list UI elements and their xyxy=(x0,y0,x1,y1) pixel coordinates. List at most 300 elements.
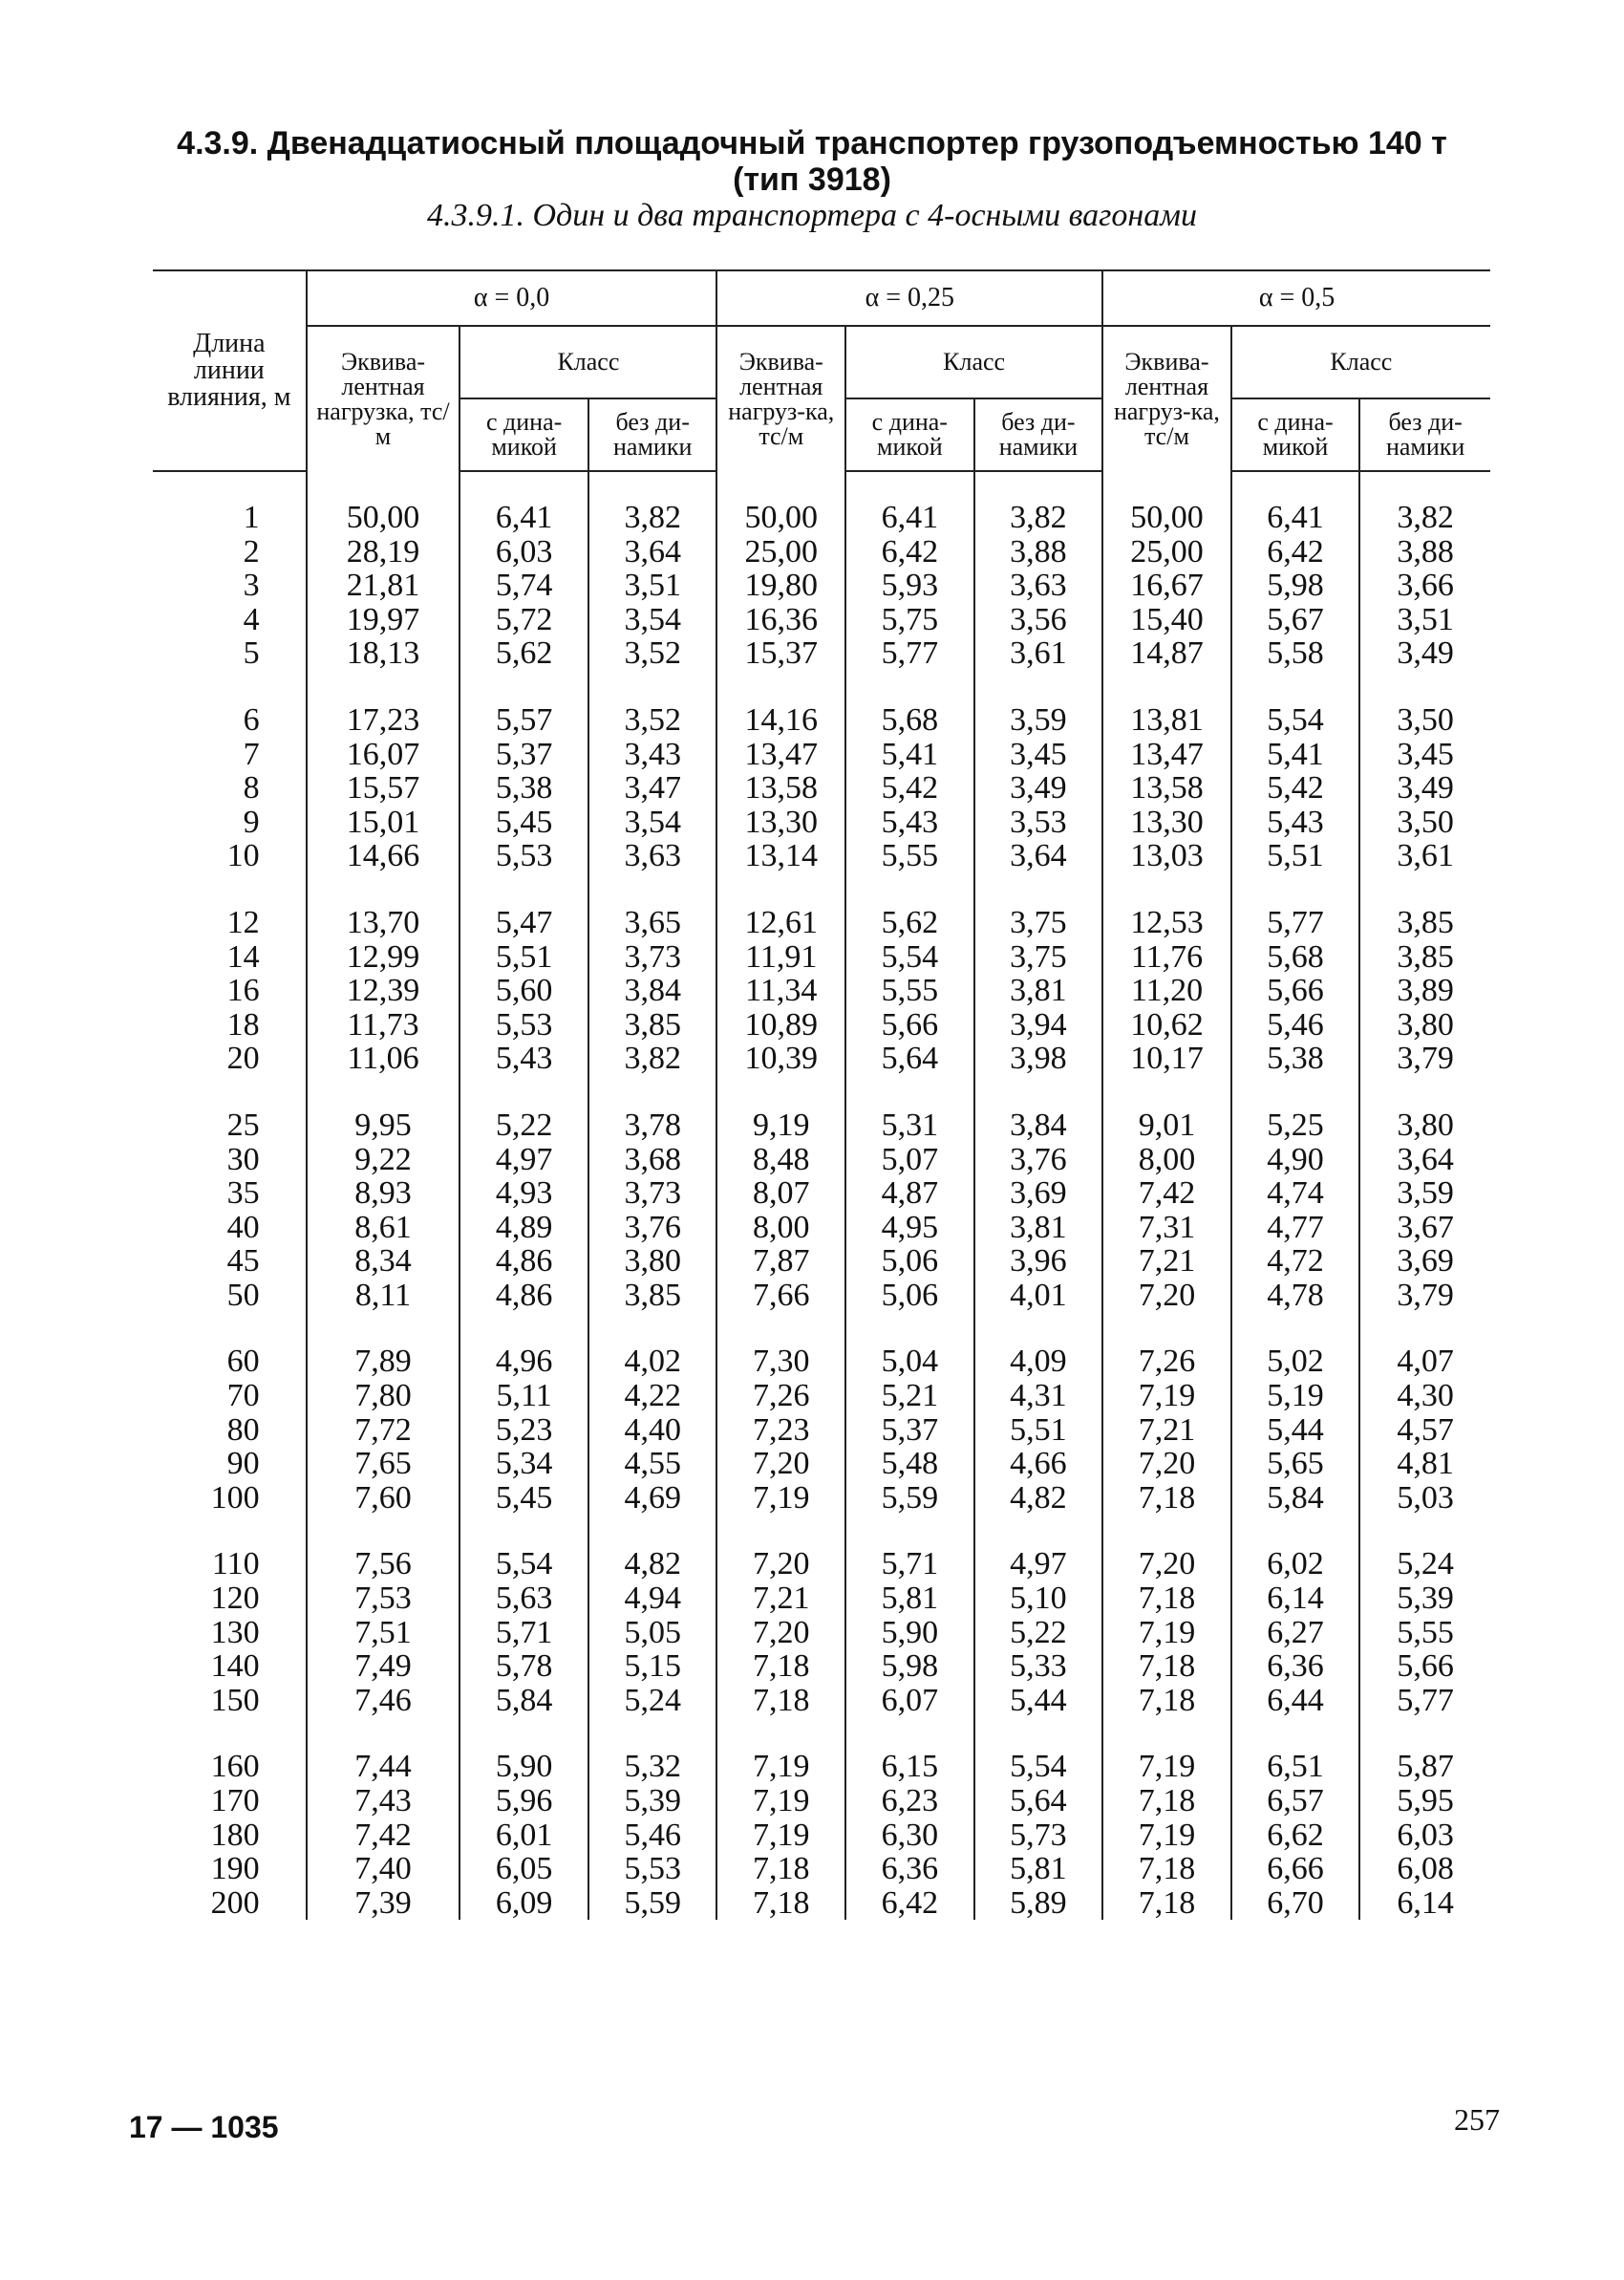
value-cell: 5,57 xyxy=(459,671,588,738)
value-cell: 4,90 xyxy=(1231,1143,1360,1177)
value-cell: 5,15 xyxy=(588,1649,717,1684)
value-cell: 5,22 xyxy=(459,1076,588,1143)
value-cell: 3,89 xyxy=(1359,974,1490,1008)
value-cell: 3,64 xyxy=(588,535,717,570)
value-cell: 3,85 xyxy=(588,1008,717,1043)
value-cell: 3,45 xyxy=(1359,738,1490,772)
value-cell: 5,24 xyxy=(1359,1515,1490,1581)
table-body xyxy=(153,471,1490,1920)
value-cell: 4,97 xyxy=(974,1515,1103,1581)
value-cell: 5,68 xyxy=(1231,940,1360,975)
length-cell: 140 xyxy=(210,1648,260,1685)
value-cell: 8,61 xyxy=(307,1211,460,1245)
value-cell: 3,61 xyxy=(974,636,1103,671)
value-cell: 5,98 xyxy=(1231,569,1360,603)
value-cell: 3,50 xyxy=(1359,671,1490,738)
value-cell: 4,86 xyxy=(459,1244,588,1279)
value-cell: 3,82 xyxy=(974,471,1103,535)
value-cell: 5,42 xyxy=(1231,771,1360,806)
value-cell: 7,19 xyxy=(716,1784,845,1818)
value-cell: 5,71 xyxy=(845,1515,974,1581)
value-cell: 3,88 xyxy=(974,535,1103,570)
table-row xyxy=(153,1379,1490,1413)
value-cell: 11,06 xyxy=(307,1042,460,1076)
equiv-load-header: Эквива-лентная нагрузка, тс/м xyxy=(307,326,460,471)
table-row xyxy=(153,974,1490,1008)
value-cell: 4,82 xyxy=(588,1515,717,1581)
value-cell: 3,49 xyxy=(1359,636,1490,671)
value-cell: 3,59 xyxy=(974,671,1103,738)
table-row xyxy=(153,471,1490,535)
value-cell: 7,26 xyxy=(1102,1312,1231,1379)
value-cell: 5,02 xyxy=(1231,1312,1360,1379)
table-row xyxy=(153,1244,1490,1279)
value-cell: 4,86 xyxy=(459,1279,588,1313)
value-cell: 5,51 xyxy=(459,940,588,975)
table-row xyxy=(153,1886,1490,1921)
value-cell: 7,31 xyxy=(1102,1211,1231,1245)
value-cell: 5,98 xyxy=(845,1649,974,1684)
value-cell: 3,49 xyxy=(1359,771,1490,806)
value-cell: 5,53 xyxy=(459,839,588,873)
table-row xyxy=(153,603,1490,637)
value-cell: 5,11 xyxy=(459,1379,588,1413)
value-cell: 12,39 xyxy=(307,974,460,1008)
table-row xyxy=(153,569,1490,603)
value-cell: 4,89 xyxy=(459,1211,588,1245)
value-cell: 3,63 xyxy=(974,569,1103,603)
length-cell: 35 xyxy=(226,1175,260,1212)
value-cell: 7,40 xyxy=(307,1852,460,1886)
value-cell: 5,41 xyxy=(1231,738,1360,772)
value-cell: 3,61 xyxy=(1359,839,1490,873)
value-cell: 5,55 xyxy=(845,974,974,1008)
value-cell: 7,80 xyxy=(307,1379,460,1413)
without-dynamics-header: без ди-намики xyxy=(974,398,1103,471)
length-cell: 100 xyxy=(210,1479,260,1516)
length-cell: 14 xyxy=(226,938,260,975)
value-cell: 14,87 xyxy=(1102,636,1231,671)
value-cell: 5,34 xyxy=(459,1447,588,1481)
value-cell: 25,00 xyxy=(1102,535,1231,570)
value-cell: 4,96 xyxy=(459,1312,588,1379)
value-cell: 5,47 xyxy=(459,873,588,940)
value-cell: 7,49 xyxy=(307,1649,460,1684)
table-row xyxy=(153,1852,1490,1886)
value-cell: 19,80 xyxy=(716,569,845,603)
value-cell: 15,01 xyxy=(307,806,460,840)
table-row xyxy=(153,771,1490,806)
value-cell: 7,21 xyxy=(1102,1244,1231,1279)
value-cell: 9,01 xyxy=(1102,1076,1231,1143)
value-cell: 5,64 xyxy=(974,1784,1103,1818)
value-cell: 10,62 xyxy=(1102,1008,1231,1043)
value-cell: 7,30 xyxy=(716,1312,845,1379)
value-cell: 4,77 xyxy=(1231,1211,1360,1245)
length-cell: 1 xyxy=(243,500,260,535)
value-cell: 7,19 xyxy=(716,1481,845,1516)
table-row xyxy=(153,940,1490,975)
value-cell: 3,53 xyxy=(974,806,1103,840)
length-cell: 10 xyxy=(226,838,260,874)
value-cell: 4,01 xyxy=(974,1279,1103,1313)
table-row xyxy=(153,839,1490,873)
value-cell: 6,42 xyxy=(845,535,974,570)
length-cell: 190 xyxy=(210,1851,260,1887)
value-cell: 5,77 xyxy=(845,636,974,671)
table-row xyxy=(153,1042,1490,1076)
value-cell: 28,19 xyxy=(307,535,460,570)
value-cell: 5,19 xyxy=(1231,1379,1360,1413)
length-cell: 170 xyxy=(210,1783,260,1818)
value-cell: 6,44 xyxy=(1231,1684,1360,1718)
value-cell: 5,39 xyxy=(1359,1581,1490,1616)
value-cell: 14,66 xyxy=(307,839,460,873)
value-cell: 5,66 xyxy=(1359,1649,1490,1684)
value-cell: 5,84 xyxy=(459,1684,588,1718)
length-cell: 20 xyxy=(226,1041,260,1077)
value-cell: 8,00 xyxy=(1102,1143,1231,1177)
value-cell: 15,40 xyxy=(1102,603,1231,637)
value-cell: 5,63 xyxy=(459,1581,588,1616)
value-cell: 8,00 xyxy=(716,1211,845,1245)
table-row xyxy=(153,1717,1490,1784)
value-cell: 5,60 xyxy=(459,974,588,1008)
value-cell: 13,03 xyxy=(1102,839,1231,873)
value-cell: 4,22 xyxy=(588,1379,717,1413)
value-cell: 5,84 xyxy=(1231,1481,1360,1516)
value-cell: 3,43 xyxy=(588,738,717,772)
value-cell: 13,30 xyxy=(716,806,845,840)
length-cell: 160 xyxy=(210,1749,260,1785)
without-dynamics-header: без ди-намики xyxy=(1359,398,1490,471)
value-cell: 3,63 xyxy=(588,839,717,873)
value-cell: 7,20 xyxy=(1102,1515,1231,1581)
value-cell: 7,56 xyxy=(307,1515,460,1581)
value-cell: 5,32 xyxy=(588,1717,717,1784)
value-cell: 13,30 xyxy=(1102,806,1231,840)
value-cell: 13,47 xyxy=(716,738,845,772)
value-cell: 4,31 xyxy=(974,1379,1103,1413)
value-cell: 5,46 xyxy=(1231,1008,1360,1043)
length-cell: 8 xyxy=(243,770,260,807)
value-cell: 3,82 xyxy=(588,471,717,535)
value-cell: 7,20 xyxy=(716,1515,845,1581)
value-cell: 7,18 xyxy=(1102,1784,1231,1818)
value-cell: 7,87 xyxy=(716,1244,845,1279)
value-cell: 3,96 xyxy=(974,1244,1103,1279)
value-cell: 7,20 xyxy=(716,1447,845,1481)
value-cell: 13,58 xyxy=(1102,771,1231,806)
value-cell: 7,18 xyxy=(716,1852,845,1886)
value-cell: 15,37 xyxy=(716,636,845,671)
value-cell: 7,66 xyxy=(716,1279,845,1313)
value-cell: 7,19 xyxy=(1102,1616,1231,1650)
value-cell: 3,79 xyxy=(1359,1042,1490,1076)
length-cell: 16 xyxy=(226,973,260,1009)
value-cell: 5,37 xyxy=(459,738,588,772)
length-cell: 30 xyxy=(226,1141,260,1177)
value-cell: 3,81 xyxy=(974,974,1103,1008)
value-cell: 5,03 xyxy=(1359,1481,1490,1516)
value-cell: 5,72 xyxy=(459,603,588,637)
value-cell: 7,43 xyxy=(307,1784,460,1818)
value-cell: 13,14 xyxy=(716,839,845,873)
value-cell: 5,89 xyxy=(974,1886,1103,1921)
value-cell: 10,17 xyxy=(1102,1042,1231,1076)
value-cell: 5,87 xyxy=(1359,1717,1490,1784)
value-cell: 5,73 xyxy=(974,1818,1103,1853)
value-cell: 7,19 xyxy=(1102,1379,1231,1413)
value-cell: 6,03 xyxy=(1359,1818,1490,1853)
value-cell: 3,84 xyxy=(974,1076,1103,1143)
value-cell: 5,53 xyxy=(459,1008,588,1043)
value-cell: 5,54 xyxy=(459,1515,588,1581)
value-cell: 7,18 xyxy=(1102,1649,1231,1684)
value-cell: 3,56 xyxy=(974,603,1103,637)
value-cell: 5,38 xyxy=(459,771,588,806)
value-cell: 5,44 xyxy=(1231,1413,1360,1448)
value-cell: 5,65 xyxy=(1231,1447,1360,1481)
value-cell: 5,46 xyxy=(588,1818,717,1853)
value-cell: 5,54 xyxy=(1231,671,1360,738)
value-cell: 6,30 xyxy=(845,1818,974,1853)
value-cell: 5,93 xyxy=(845,569,974,603)
value-cell: 3,85 xyxy=(588,1279,717,1313)
value-cell: 4,74 xyxy=(1231,1176,1360,1211)
value-cell: 9,19 xyxy=(716,1076,845,1143)
value-cell: 5,43 xyxy=(1231,806,1360,840)
value-cell: 6,51 xyxy=(1231,1717,1360,1784)
value-cell: 5,90 xyxy=(459,1717,588,1784)
table-row xyxy=(153,1616,1490,1650)
value-cell: 7,72 xyxy=(307,1413,460,1448)
value-cell: 6,36 xyxy=(1231,1649,1360,1684)
length-cell: 25 xyxy=(226,1107,260,1143)
value-cell: 5,54 xyxy=(845,940,974,975)
value-cell: 6,05 xyxy=(459,1852,588,1886)
value-cell: 4,72 xyxy=(1231,1244,1360,1279)
value-cell: 16,67 xyxy=(1102,569,1231,603)
value-cell: 5,06 xyxy=(845,1244,974,1279)
value-cell: 7,65 xyxy=(307,1447,460,1481)
value-cell: 3,45 xyxy=(974,738,1103,772)
value-cell: 11,91 xyxy=(716,940,845,975)
table-row xyxy=(153,1515,1490,1581)
value-cell: 7,21 xyxy=(1102,1413,1231,1448)
table-row xyxy=(153,873,1490,940)
value-cell: 5,44 xyxy=(974,1684,1103,1718)
group-header-alpha-05: α = 0,5 xyxy=(1102,270,1490,326)
section-title-type: (тип 3918) xyxy=(733,161,891,198)
value-cell: 5,55 xyxy=(1359,1616,1490,1650)
value-cell: 5,62 xyxy=(845,873,974,940)
length-cell: 200 xyxy=(210,1884,260,1921)
value-cell: 3,69 xyxy=(1359,1244,1490,1279)
value-cell: 7,18 xyxy=(1102,1684,1231,1718)
value-cell: 5,21 xyxy=(845,1379,974,1413)
value-cell: 3,52 xyxy=(588,636,717,671)
page-number: 257 xyxy=(1454,2102,1500,2137)
value-cell: 3,80 xyxy=(1359,1008,1490,1043)
load-table xyxy=(153,269,1490,1920)
value-cell: 3,73 xyxy=(588,940,717,975)
value-cell: 6,14 xyxy=(1231,1581,1360,1616)
value-cell: 3,78 xyxy=(588,1076,717,1143)
table-row xyxy=(153,1413,1490,1448)
table-row xyxy=(153,806,1490,840)
value-cell: 4,66 xyxy=(974,1447,1103,1481)
equiv-load-header: Эквива-лентная нагруз-ка, тс/м xyxy=(716,326,845,471)
value-cell: 11,34 xyxy=(716,974,845,1008)
value-cell: 5,33 xyxy=(974,1649,1103,1684)
value-cell: 50,00 xyxy=(716,471,845,535)
table-row xyxy=(153,1481,1490,1516)
value-cell: 3,59 xyxy=(1359,1176,1490,1211)
value-cell: 4,69 xyxy=(588,1481,717,1516)
value-cell: 8,07 xyxy=(716,1176,845,1211)
value-cell: 8,34 xyxy=(307,1244,460,1279)
value-cell: 5,90 xyxy=(845,1616,974,1650)
value-cell: 7,20 xyxy=(1102,1279,1231,1313)
value-cell: 3,68 xyxy=(588,1143,717,1177)
value-cell: 5,75 xyxy=(845,603,974,637)
value-cell: 3,88 xyxy=(1359,535,1490,570)
value-cell: 6,08 xyxy=(1359,1852,1490,1886)
value-cell: 5,59 xyxy=(588,1886,717,1921)
value-cell: 5,62 xyxy=(459,636,588,671)
value-cell: 6,02 xyxy=(1231,1515,1360,1581)
value-cell: 25,00 xyxy=(716,535,845,570)
value-cell: 6,15 xyxy=(845,1717,974,1784)
value-cell: 5,05 xyxy=(588,1616,717,1650)
value-cell: 12,61 xyxy=(716,873,845,940)
value-cell: 16,07 xyxy=(307,738,460,772)
value-cell: 6,62 xyxy=(1231,1818,1360,1853)
length-cell: 40 xyxy=(226,1209,260,1245)
value-cell: 21,81 xyxy=(307,569,460,603)
value-cell: 3,75 xyxy=(974,873,1103,940)
table-row xyxy=(153,1211,1490,1245)
equiv-load-header: Эквива-лентная нагруз-ка, тс/м xyxy=(1102,326,1231,471)
value-cell: 5,81 xyxy=(845,1581,974,1616)
length-header: Длина линии влияния, м xyxy=(153,270,307,471)
length-cell: 80 xyxy=(226,1411,260,1448)
length-cell: 130 xyxy=(210,1614,260,1650)
group-header-alpha-025: α = 0,25 xyxy=(716,270,1102,326)
subsection-title: 4.3.9.1. Один и два транспортера с 4-осными вагонами xyxy=(426,198,1197,233)
table-row xyxy=(153,1818,1490,1853)
value-cell: 5,67 xyxy=(1231,603,1360,637)
value-cell: 7,60 xyxy=(307,1481,460,1516)
value-cell: 5,25 xyxy=(1231,1076,1360,1143)
value-cell: 10,39 xyxy=(716,1042,845,1076)
length-cell: 150 xyxy=(210,1682,260,1718)
value-cell: 4,95 xyxy=(845,1211,974,1245)
value-cell: 3,75 xyxy=(974,940,1103,975)
value-cell: 4,55 xyxy=(588,1447,717,1481)
table-row xyxy=(153,1447,1490,1481)
value-cell: 13,70 xyxy=(307,873,460,940)
value-cell: 3,51 xyxy=(588,569,717,603)
value-cell: 5,42 xyxy=(845,771,974,806)
value-cell: 5,39 xyxy=(588,1784,717,1818)
value-cell: 7,46 xyxy=(307,1684,460,1718)
value-cell: 6,57 xyxy=(1231,1784,1360,1818)
value-cell: 5,22 xyxy=(974,1616,1103,1650)
value-cell: 4,94 xyxy=(588,1581,717,1616)
value-cell: 7,39 xyxy=(307,1886,460,1921)
value-cell: 17,23 xyxy=(307,671,460,738)
value-cell: 4,78 xyxy=(1231,1279,1360,1313)
value-cell: 3,54 xyxy=(588,806,717,840)
value-cell: 7,18 xyxy=(1102,1852,1231,1886)
value-cell: 7,44 xyxy=(307,1717,460,1784)
value-cell: 7,19 xyxy=(716,1717,845,1784)
value-cell: 11,20 xyxy=(1102,974,1231,1008)
section-title: 4.3.9. Двенадцатиосный площадочный транспортер грузоподъемностью 140 т xyxy=(177,125,1447,161)
value-cell: 6,41 xyxy=(1231,471,1360,535)
value-cell: 5,38 xyxy=(1231,1042,1360,1076)
table-row xyxy=(153,1076,1490,1143)
with-dynamics-header: с дина-микой xyxy=(845,398,974,471)
value-cell: 7,19 xyxy=(716,1818,845,1853)
value-cell: 10,89 xyxy=(716,1008,845,1043)
value-cell: 3,81 xyxy=(974,1211,1103,1245)
value-cell: 15,57 xyxy=(307,771,460,806)
length-cell: 7 xyxy=(243,736,260,772)
length-cell: 45 xyxy=(226,1243,260,1280)
value-cell: 4,02 xyxy=(588,1312,717,1379)
value-cell: 5,41 xyxy=(845,738,974,772)
table-row xyxy=(153,738,1490,772)
value-cell: 6,41 xyxy=(459,471,588,535)
value-cell: 7,18 xyxy=(1102,1886,1231,1921)
value-cell: 6,14 xyxy=(1359,1886,1490,1921)
value-cell: 6,09 xyxy=(459,1886,588,1921)
value-cell: 3,51 xyxy=(1359,603,1490,637)
value-cell: 4,07 xyxy=(1359,1312,1490,1379)
class-header: Класс xyxy=(1231,326,1490,398)
value-cell: 5,45 xyxy=(459,806,588,840)
value-cell: 5,51 xyxy=(1231,839,1360,873)
value-cell: 6,23 xyxy=(845,1784,974,1818)
value-cell: 4,09 xyxy=(974,1312,1103,1379)
value-cell: 4,82 xyxy=(974,1481,1103,1516)
without-dynamics-header: без ди-намики xyxy=(588,398,717,471)
value-cell: 7,51 xyxy=(307,1616,460,1650)
value-cell: 7,18 xyxy=(1102,1481,1231,1516)
value-cell: 7,42 xyxy=(1102,1176,1231,1211)
value-cell: 19,97 xyxy=(307,603,460,637)
value-cell: 4,57 xyxy=(1359,1413,1490,1448)
length-cell: 180 xyxy=(210,1817,260,1853)
table-row xyxy=(153,1176,1490,1211)
value-cell: 5,58 xyxy=(1231,636,1360,671)
value-cell: 5,04 xyxy=(845,1312,974,1379)
table-row xyxy=(153,1649,1490,1684)
length-cell: 70 xyxy=(226,1378,260,1414)
value-cell: 5,43 xyxy=(459,1042,588,1076)
value-cell: 3,69 xyxy=(974,1176,1103,1211)
value-cell: 3,73 xyxy=(588,1176,717,1211)
value-cell: 9,95 xyxy=(307,1076,460,1143)
value-cell: 7,20 xyxy=(716,1616,845,1650)
value-cell: 8,93 xyxy=(307,1176,460,1211)
value-cell: 5,31 xyxy=(845,1076,974,1143)
value-cell: 6,66 xyxy=(1231,1852,1360,1886)
value-cell: 5,07 xyxy=(845,1143,974,1177)
